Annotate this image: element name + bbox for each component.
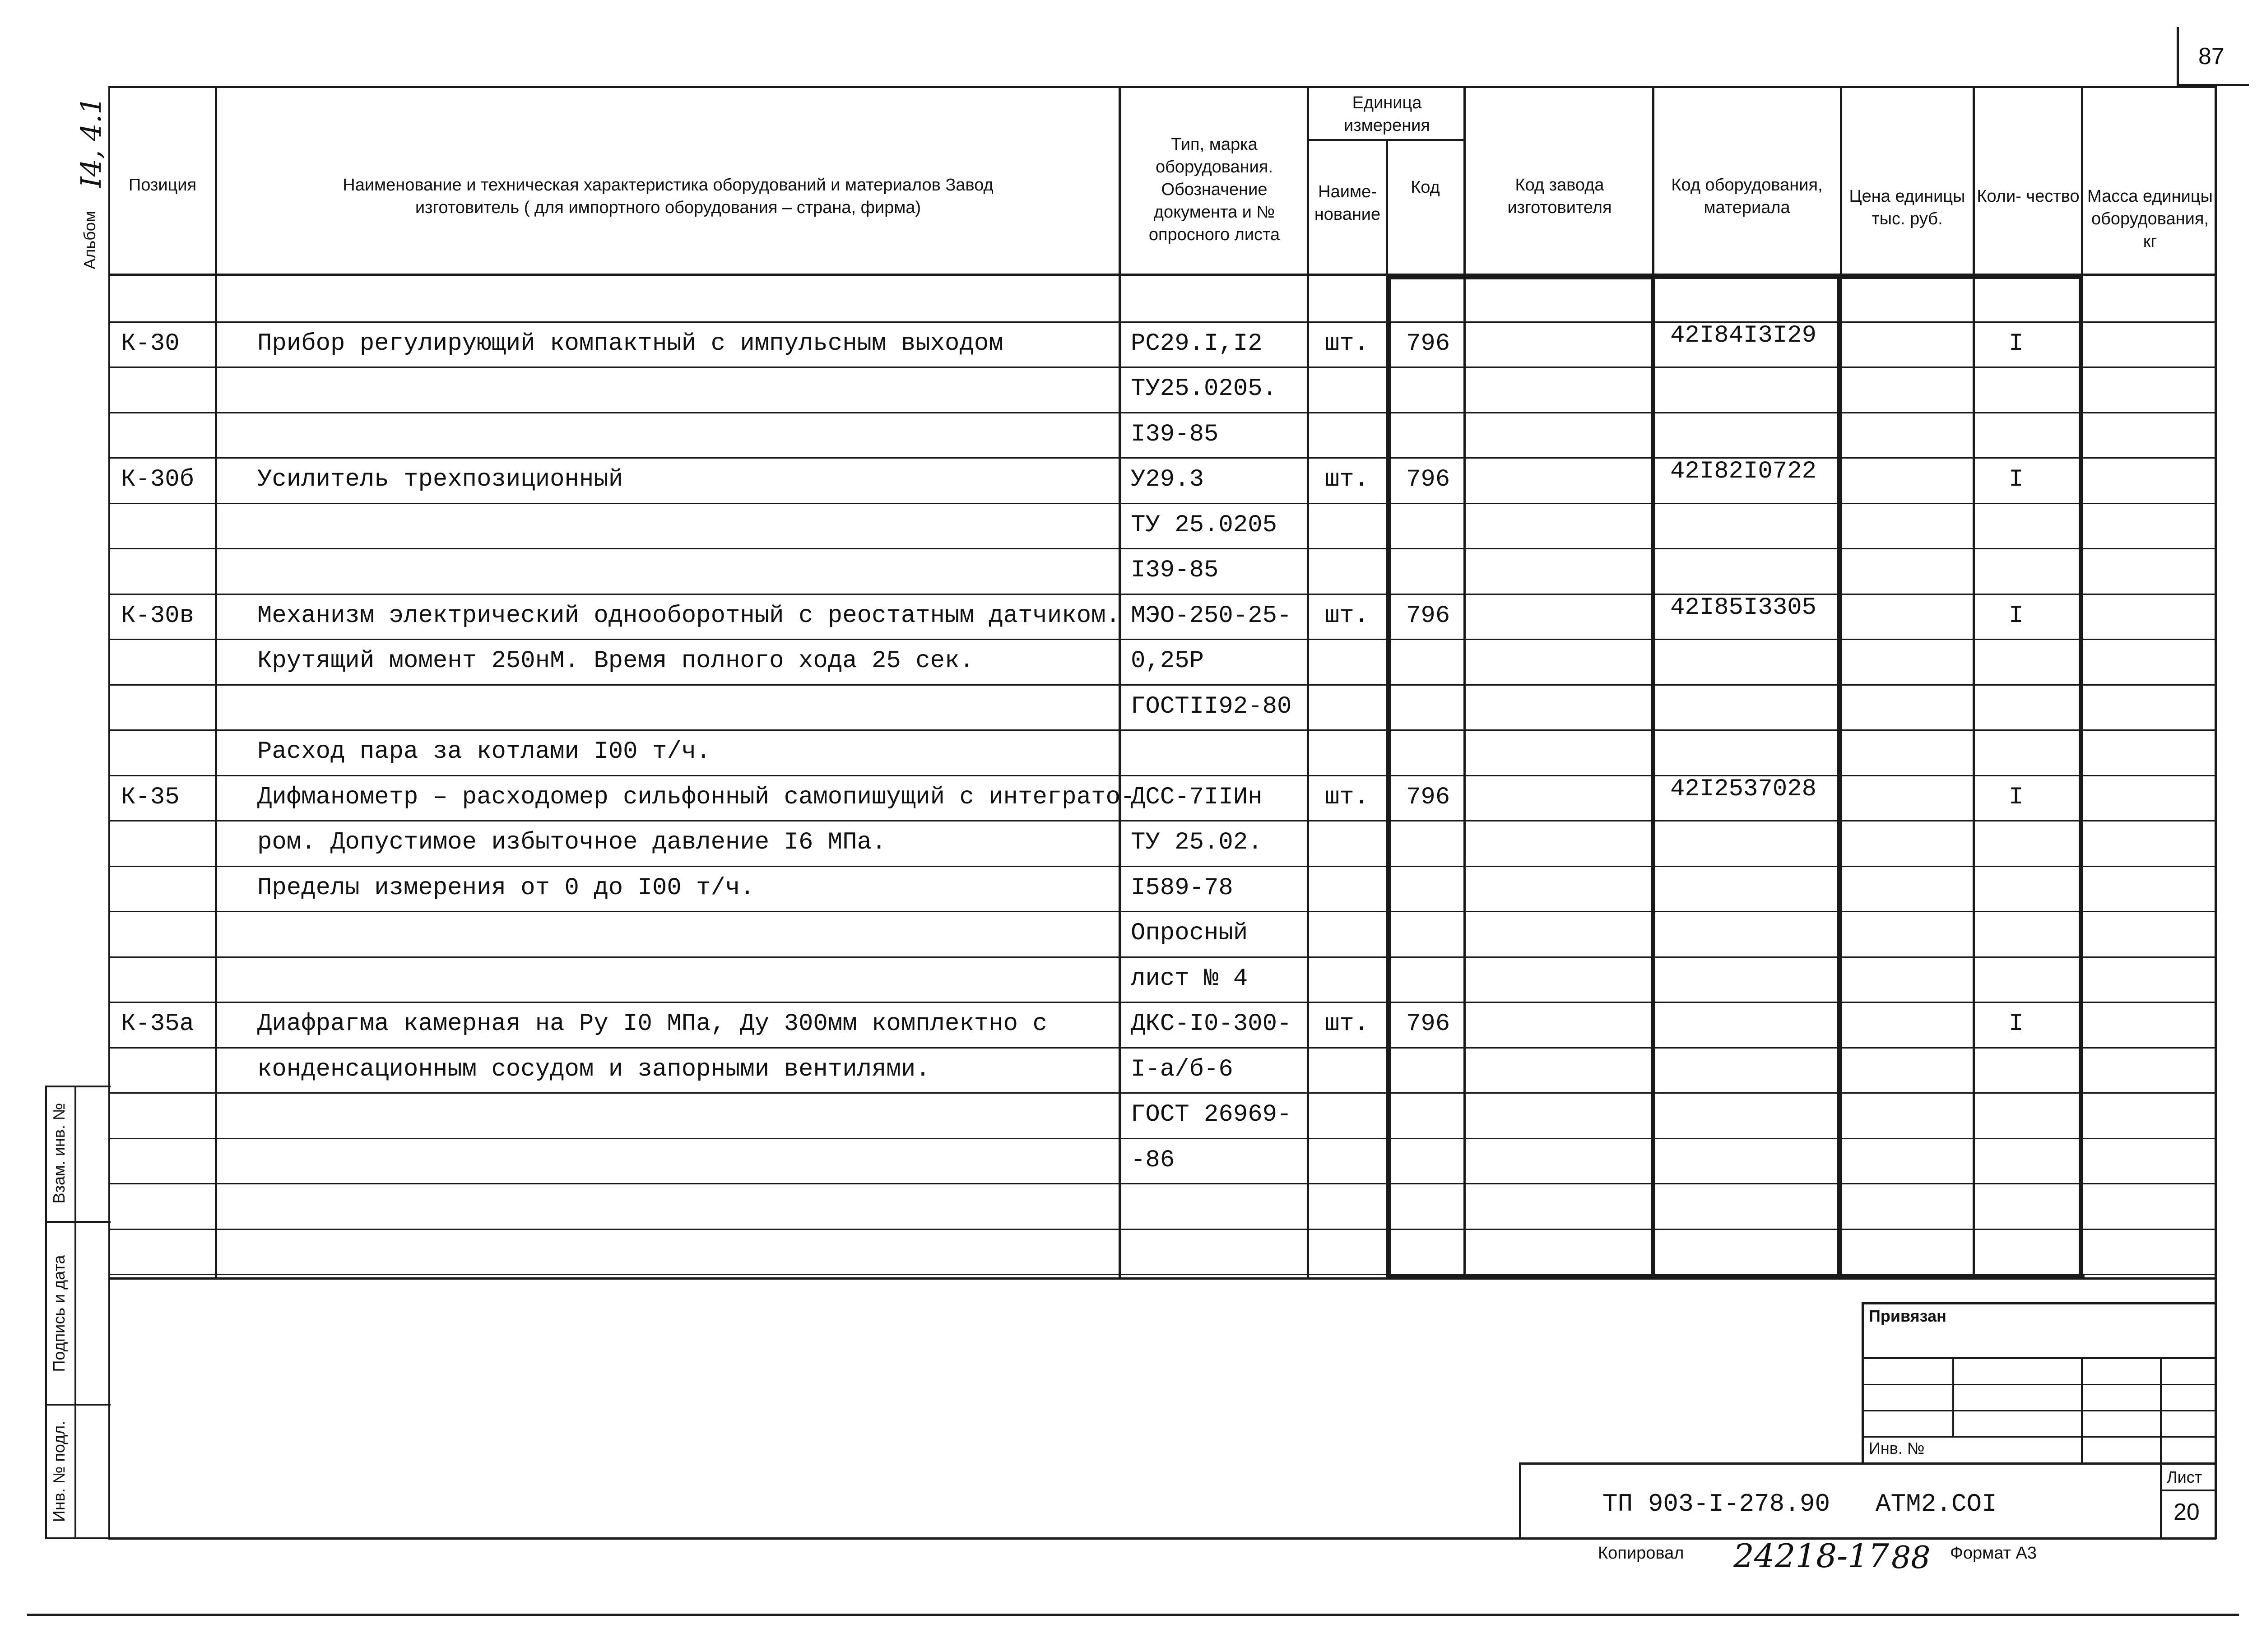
cell-unit: шт.: [1325, 466, 1369, 493]
cell-pos: К-35: [121, 783, 180, 811]
footer-copied: Копировал: [1598, 1544, 1684, 1563]
privyazan-inv: Инв. №: [1869, 1439, 1925, 1457]
header-qty: Коли- чество: [1977, 187, 2080, 206]
privyazan-title: Привязан: [1869, 1307, 1946, 1325]
cell-type: ГОСТ 26969-: [1131, 1101, 1292, 1128]
corner-sheet-number: 87: [2198, 43, 2224, 70]
cell-unit: шт.: [1325, 1010, 1369, 1038]
cell-type: РС29.I,I2: [1131, 329, 1263, 357]
cell-code: 796: [1406, 466, 1450, 493]
cell-type: ТУ 25.02.: [1131, 829, 1263, 856]
cell-qty: I: [2009, 466, 2024, 493]
cell-unit: шт.: [1325, 329, 1369, 357]
header-equip-code: Код оборудования, материала: [1671, 176, 1823, 217]
cell-unit: шт.: [1325, 602, 1369, 630]
cell-code: 796: [1406, 329, 1450, 357]
cell-equip: 42I84I3I29: [1670, 321, 1817, 349]
cell-name: Прибор регулирующий компактный с импульсным выходом: [257, 329, 1003, 357]
cell-qty: I: [2009, 329, 2024, 357]
footer-number: 24218-17: [1733, 1537, 1889, 1575]
cell-code: 796: [1406, 602, 1450, 630]
cell-type: I-а/б-6: [1131, 1055, 1233, 1083]
header-plant-code: Код завода изготовителя: [1507, 176, 1612, 217]
cell-name: Механизм электрический однооборотный с реостатным датчиком.: [257, 602, 1120, 630]
cell-unit: шт.: [1325, 783, 1369, 811]
cell-name: Дифманометр – расходомер сильфонный самопишущий с интеграто-: [257, 783, 1135, 811]
cell-code: 796: [1406, 1010, 1450, 1038]
header-unit-code: Код: [1411, 178, 1440, 197]
cell-type: ДКС-I0-300-: [1131, 1010, 1292, 1038]
cell-qty: I: [2009, 1010, 2024, 1038]
cell-qty: I: [2009, 783, 2024, 811]
cell-name: Усилитель трехпозиционный: [257, 466, 623, 493]
header-name: Наименование и техническая характеристика оборудований и материалов Завод изготовитель ( для импортного оборудования – страна, фирма): [343, 176, 994, 217]
cell-type: ГОСТII92-80: [1131, 692, 1292, 720]
footer-format: Формат А3: [1950, 1544, 2037, 1563]
album-number: I4, 4.1: [74, 97, 107, 188]
sheet-label: Лист: [2167, 1468, 2202, 1486]
doc-designation: ТП 903-I-278.90 АТМ2.СОI: [1602, 1490, 1997, 1518]
album-label: Альбом: [80, 211, 99, 269]
cell-type: МЭО-250-25-: [1131, 602, 1292, 630]
stamp-inv: Инв. № подл.: [50, 1420, 68, 1522]
header-type: Тип, марка оборудования. Обозначение документа и № опросного листа: [1148, 135, 1280, 244]
row-rule: [110, 1274, 2216, 1275]
cell-name: Пределы измерения от 0 до I00 т/ч.: [257, 874, 755, 902]
cell-equip: 42I82I0722: [1670, 458, 1817, 485]
header-unit-group: Единица измерения: [1344, 93, 1430, 135]
cell-pos: К-35а: [121, 1010, 195, 1038]
cell-qty: I: [2009, 602, 2024, 630]
cell-name: конденсационным сосудом и запорными вентилями.: [257, 1055, 930, 1083]
cell-name: Диафрагма камерная на Ру I0 МПа, Ду 300мм комплектно с: [257, 1010, 1047, 1038]
cell-pos: К-30в: [121, 602, 195, 630]
header-unit-name: Наиме- нование: [1314, 182, 1381, 224]
header-price: Цена единицы тыс. руб.: [1849, 187, 1965, 228]
cell-type: I39-85: [1131, 420, 1219, 448]
cell-type: ДСС-7IIИн: [1131, 783, 1263, 811]
row-rule: [110, 1183, 2216, 1184]
cell-equip: 42I2537028: [1670, 775, 1817, 803]
stamp-vzam: Взам. инв. №: [50, 1103, 68, 1204]
cell-type: ТУ 25.0205: [1131, 511, 1277, 539]
cell-name: ром. Допустимое избыточное давление I6 МПа.: [257, 829, 887, 856]
cell-type: -86: [1131, 1146, 1175, 1174]
cell-type: лист № 4: [1131, 965, 1248, 993]
cell-code: 796: [1406, 783, 1450, 811]
cell-type: Опросный: [1131, 919, 1248, 947]
cell-type: I39-85: [1131, 557, 1219, 584]
sheet-number: 20: [2173, 1499, 2200, 1525]
cell-type: I589-78: [1131, 874, 1233, 902]
cell-type: У29.3: [1131, 466, 1204, 493]
cell-name: Расход пара за котлами I00 т/ч.: [257, 738, 711, 766]
cell-pos: К-30б: [121, 466, 195, 493]
header-mass: Масса единицы оборудования, кг: [2087, 187, 2213, 251]
cell-equip: 42I85I3305: [1670, 594, 1817, 622]
header-position: Позиция: [128, 176, 197, 195]
stamp-podpis: Подпись и дата: [50, 1255, 68, 1372]
cell-name: Крутящий момент 250нМ. Время полного хода 25 сек.: [257, 647, 974, 675]
cell-type: 0,25Р: [1131, 647, 1204, 675]
cell-type: ТУ25.0205.: [1131, 375, 1277, 403]
page-bottom-rule: [27, 1614, 2239, 1616]
footer-number-2: 88: [1891, 1540, 1931, 1576]
row-rule: [110, 1229, 2216, 1230]
cell-pos: К-30: [121, 329, 180, 357]
